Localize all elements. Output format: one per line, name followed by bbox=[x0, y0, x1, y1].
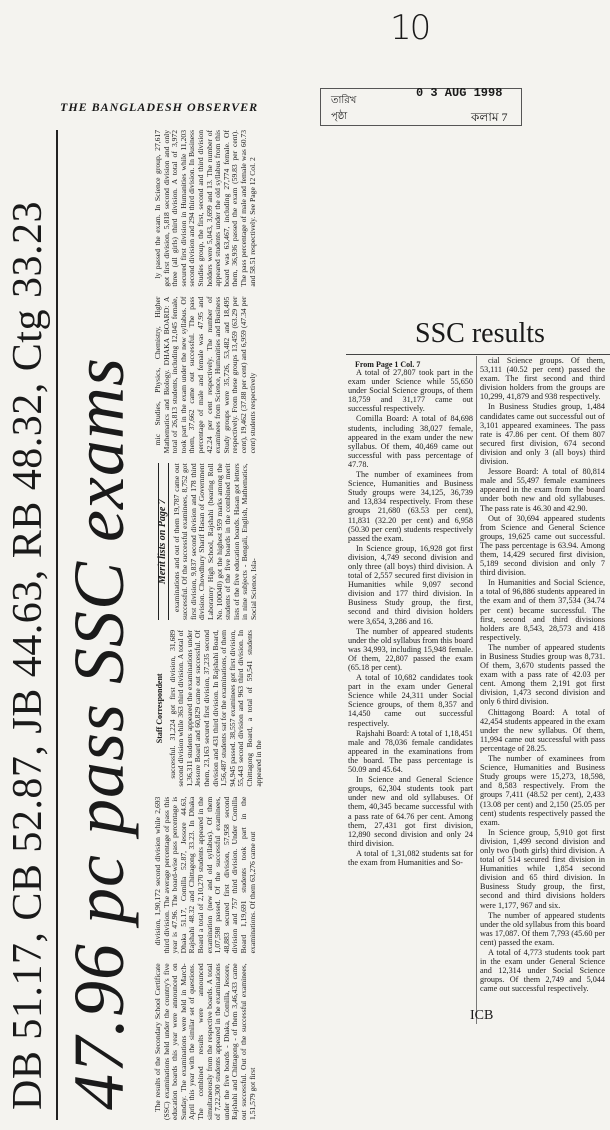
stamp-column-value: 7 bbox=[501, 110, 508, 124]
paragraph: In Business Studies group, 1,484 candidates came out successful out of 3,101 appeared examinees. The pass rate is 47.86 per cent. Of them 807 secured first division, 674 second division and only 3 (all boys) third division. bbox=[480, 402, 605, 467]
continued-from-note: From Page 1 Col. 7 bbox=[355, 360, 421, 369]
paragraph: A total of 1,31,082 students sat for the exam from Humanities and So- bbox=[348, 848, 473, 867]
continuation-column-b bbox=[480, 356, 605, 994]
footer-fragment: ICB bbox=[470, 1008, 494, 1023]
article-column-4 bbox=[154, 463, 336, 620]
article-text: examinations and out of them 19,787 came out successful. Of the successful examinees, 8,752 got first division, 9,837 second division and 178 third division. Chowdhury Sharif Hasan of Government Laboratory High School, Rajshahi (bearing Roll No. 100040) got the highest 959 marks among the students of the five boards in the combined merit lists of the five education boards. Hasan got letters in nine subjects - Bengali, English, Mathematics, Social Science, Isla- bbox=[171, 463, 258, 620]
stamp-date: 0 3 AUG 1998 bbox=[416, 86, 503, 100]
article-text: ly passed the exam. In Science group, 27,617 got first division, 5,818 second division and only three (all girls) third division. A total of 3,972 secured first division in Humanities while 11,203 second division and 294 third division. In Business Studies group, the first, second and third division holders were 5,043, 3,699 and 13. The number of appeared students under the old syllabus from this board was 63,467, including 27,774 female. Of them, 36,936 passed the exam (59.83 per cent). The pass percentage of male and female was 60.73 and 58.51 respectively. See Page 12 Col. 2 bbox=[153, 129, 257, 287]
paragraph: Jessore Board: A total of 80,814 male and 55,497 female examinees appeared in the exam from the board under both new and old syllabuses. The pass rate is 46.30 and 42.90. bbox=[480, 467, 605, 513]
paragraph: A total of 27,807 took part in the exam under Science while 55,650 under Social Science groups, of them 18,759 and 31,177 came out successful respectively. bbox=[348, 368, 473, 414]
article-text: division, 1,90,172 second division while 2,693 third division. The average percentage of pass this year is 47.96. The board-wise pass percentage is Dhaka 51.17, Comilla 52.87, Jessore 44.63, Rajshahi 48.32 and Chittagong 33.23. In Dhaka Board a total of 2,10,270 students appeared in the examination (new and old syllabus). Of them 1,07,598 passed. Of the successful examinees, 48,883 secured first division, 57,958 second division and 757 third division. Under Comilla Board 1,19,691 students took part in the examinations. Of them 63,276 came out bbox=[153, 796, 257, 954]
newspaper-masthead: THE BANGLADESH OBSERVER bbox=[60, 100, 259, 114]
article-columns bbox=[154, 130, 336, 1120]
stamp-column bbox=[471, 109, 507, 129]
paragraph: The number of examinees from Science, Humanities and Business Study groups were 15,273, 18,598, and 8,583 respectively. From the groups 7,411 (48.52 per cent), 2,433 (13.08 per cent) and 2,150 (25.05 per cent) students respectively passed the exam. bbox=[480, 754, 605, 827]
paragraph: The number of appeared students in Business Studies group was 8,731. Of them, 3,670 students passed the exam with a pass rate of 42.03 per cent. Among them 2,191 got first division, 1,473 second division and only 6 third division. bbox=[480, 642, 605, 707]
column-gutter bbox=[476, 356, 477, 1024]
continuation-title: SSC results bbox=[415, 318, 545, 349]
paragraph: Out of 30,694 appeared students from Science and General Science groups, 19,625 came out successful. The pass percentage is 63.94. Among them, 14,429 secured first division, 5,189 second division and only 7 third division. bbox=[480, 513, 605, 578]
paragraph: In Science group, 16,928 got first division, 4,749 second division and only three (all boys) third division. A total of 2,557 secured first division in Humanities while 9,097 second division and 177 third division. In Business Study group, the first, second and third division holders were 3,654, 3,286 and 16. bbox=[348, 543, 473, 626]
merit-list-note: Merit lists on Page 7 bbox=[158, 463, 169, 620]
article-column-2 bbox=[154, 797, 336, 954]
article-column-5 bbox=[154, 297, 336, 454]
stamp-date-label: তারিখ bbox=[331, 95, 357, 106]
article-text: The results of the Secondary School Certificate (SSC) examinations held under the country's five education boards this year were announced on Sunday. The examinations were held in March-April this year with the similar set of questions. The combined results were announced simultaneously from the respective boards. A total of 7,22,300 students appeared in the examinations under the five boards - Dhaka, Comilla, Jessore, Rajshahi and Chittagong - of them 3,46,433 came out successful. Out of the successful examinees, 1,51,579 got first bbox=[153, 963, 257, 1120]
byline: Staff Correspondent bbox=[155, 673, 164, 744]
paragraph: In Science group, 5,910 got first division, 1,499 second division and only two (both girls) third division. A total of 514 secured first division in Humanities while 1,854 second division and 65 third division. In Business Study group, the first, second and third divisions holders were 1,177, 967 and six. bbox=[480, 827, 605, 910]
paragraph: A total of 4,773 students took part in the exam under General Science and 12,314 under Social Science groups. Of them 2,749 and 5,044 came out successful respectively. bbox=[480, 948, 605, 994]
handwritten-page-number: 10 bbox=[390, 8, 430, 48]
paragraph: Chittagong Board: A total of 42,454 students appeared in the exam under the new syllabus. Of them, 11,994 came out successful with pass percentage of 28.25. bbox=[480, 707, 605, 753]
paragraph: The number of appeared students under the old syllabus from this board was 34,993, including 15,948 female. Of them, 22,807 passed the exam (65.18 per cent). bbox=[348, 626, 473, 672]
rotated-article bbox=[0, 120, 340, 1130]
paragraph: The number of appeared students under the old syllabus from this board was 17,087. Of them 7,793 (45.60 per cent) passed the exam. bbox=[480, 910, 605, 947]
article-column-1 bbox=[154, 963, 336, 1120]
headline-main: 47.96 pc pass SSC exams bbox=[59, 357, 139, 1110]
continuation-column-a bbox=[348, 368, 473, 868]
headline-board-results: DB 51.17, CB 52.87, JB 44.63, RB 48.32, Ctg 33.23 bbox=[5, 201, 51, 1110]
article-text: mic Studies, Physics, Chemistry, Higher Mathematics and Biology. DHAKA BOARD: A total of 26,813 students, including 12,045 female, took part in the exam under the new syllabus. Of them, 37,662 came out successful. The pass percentage of male and female was 47.95 and 42.24 per cent respectively. The number of examinees from Science, Humanities and Business Study groups were 35,726, 53,482 and 18,495 respectively. From these groups 13,459 (63.29 per cent), 19,462 (37.88 per cent) and 6,959 (47.34 per cent) students respectively bbox=[153, 296, 257, 454]
paragraph: In Science and General Science groups, 62,304 students took part under new and old syllabuses. Of them, 40,345 became successful with a pass rate of 64.76 per cent. Among them, 27,431 got first division, 12,890 second division and only 24 third division. bbox=[348, 775, 473, 848]
paragraph: cial Science groups. Of them, 53,111 (40.52 per cent) passed the exam. The first second and third division holders from the groups are 10,299, 41,879 and 938 respectively. bbox=[480, 356, 605, 402]
stamp-page-label: পৃষ্ঠা bbox=[331, 111, 348, 122]
article-column-6 bbox=[154, 130, 336, 287]
article-column-3 bbox=[154, 630, 336, 787]
archive-stamp bbox=[320, 88, 522, 126]
paragraph: Comilla Board: A total of 84,698 students, including 38,027 female, appeared in the exam under the new syllabus. Of them, 40,469 came out successful with pass percentage of 47.78. bbox=[348, 414, 473, 469]
title-rule bbox=[346, 354, 610, 355]
paragraph: In Humanities and Social Science, a total of 96,886 students appeared in the exam and of them 37,534 (34.74 per cent) became successful. The first, second and third divisions holders are 8,543, 28,573 and 418 respectively. bbox=[480, 578, 605, 642]
paragraph: A total of 10,682 candidates took part in the exam under General Science while 24,311 under Social Science groups, of them 8,357 and 14,450 came out successful respectively. bbox=[348, 673, 473, 728]
article-text: successful. 31,224 got first division, 31,689 second division while 363 third division. A total of 1,36,311 students appeared the examinations under Jessore Board and 60,829 came out successful. Of them, 23,163 secured first division, 37,235 second division and 431 third division. In Rajshahi Board, 1,56,487 students sat for the examinations, of them 94,945 passed. 38,557 examinees got first division, 55,443 second division and 963 third division. In Chittagong Board, a total of 59,541 students appeared in the bbox=[167, 629, 263, 787]
paragraph: The number of examinees from Science, Humanities and Business Study groups were 34,125, 36,739 and 13,834 respectively. From these groups 21,680 (63.53 per cent), 11,831 (32.20 per cent) and 6,958 (50.30 per cent) students respectively passed the exam. bbox=[348, 470, 473, 543]
paragraph: Rajshahi Board: A total of 1,18,451 male and 78,036 female candidates appeared in the examinations from the board. The pass percentage is 50.09 and 45.64. bbox=[348, 728, 473, 775]
stamp-column-label: কলাম bbox=[471, 110, 499, 124]
